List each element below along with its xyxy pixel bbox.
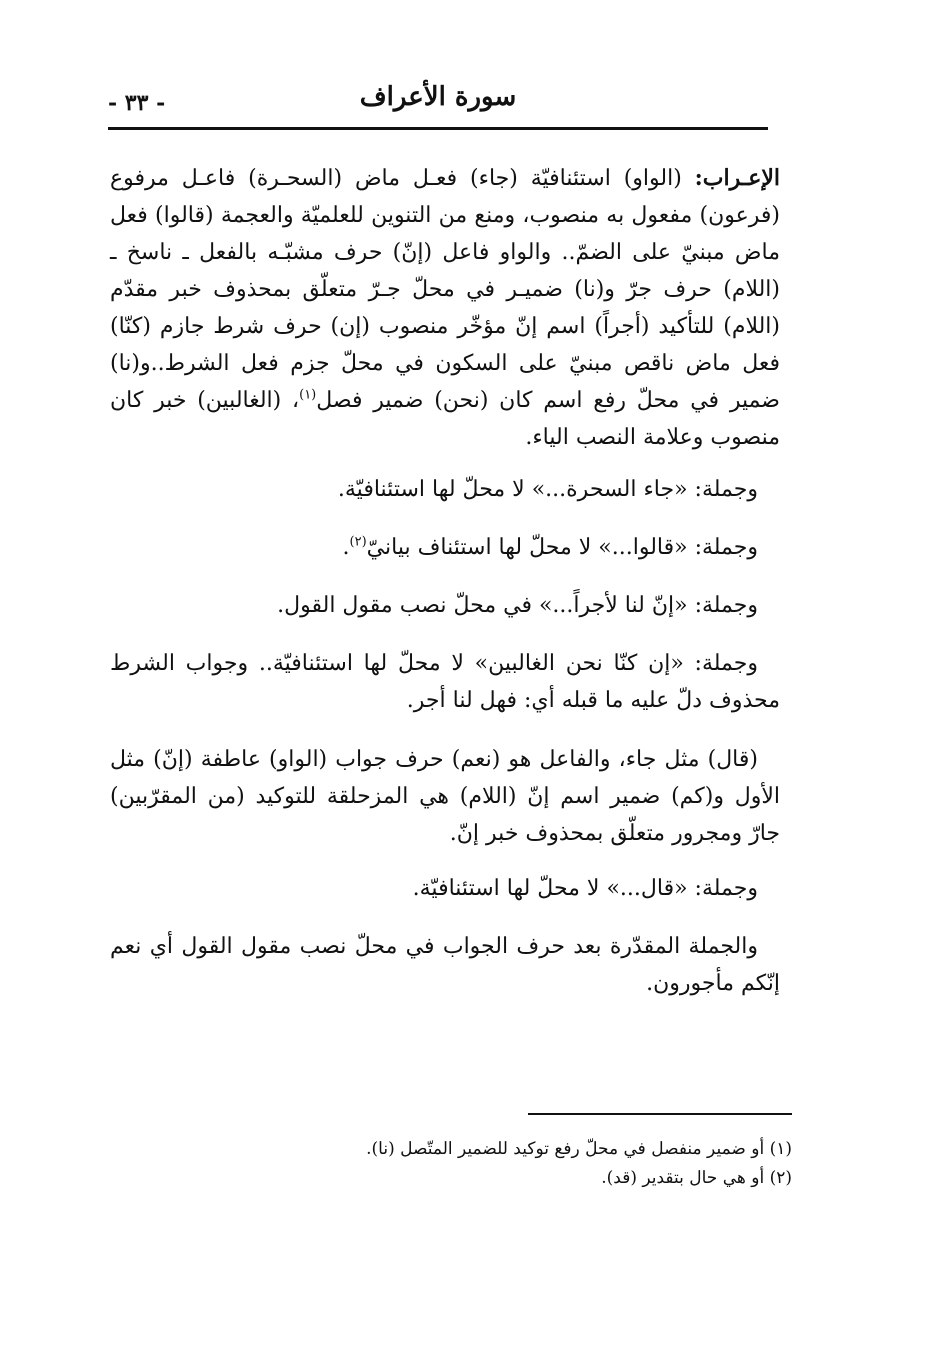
sentence-qala: وجملة: «قال...» لا محلّ لها استئنافيّة. xyxy=(412,876,758,901)
sentence-4-text: وجملة: «إن كنّا نحن الغالبين» لا محلّ لها استئنافيّة.. وجواب الشرط محذوف دلّ عليه ما قبله أي: فهل لنا أجر. xyxy=(110,651,780,713)
footnotes xyxy=(200,1135,792,1193)
footnote-2: (٢) أو هي حال بتقدير (قد). xyxy=(601,1168,792,1188)
final-paragraph: والجملة المقدّرة بعد حرف الجواب في محلّ نصب مقول القول أي نعم إنّكم مأجورون. xyxy=(110,934,780,996)
sentence-1-text: وجملة: «جاء السحرة...» لا محلّ لها استئنافيّة. xyxy=(337,477,758,502)
irab-text-b: ، (الغالبين) خبر كان منصوب وعلامة النصب الياء. xyxy=(110,388,780,450)
footnote-ref-2: (٢) xyxy=(349,534,367,550)
irab-label: الإعـراب: xyxy=(694,165,780,191)
sentence-3 xyxy=(110,587,780,624)
surah-title: سورة الأعراف xyxy=(359,82,517,112)
main-text xyxy=(110,160,780,1002)
footnote-1: (١) أو ضمير منفصل في محلّ رفع توكيد للضمير المتّصل (نا). xyxy=(366,1139,792,1159)
sentence-3-text: وجملة: «إنّ لنا لأجراً...» في محلّ نصب مقول القول. xyxy=(277,593,758,618)
header-rule xyxy=(108,127,768,130)
sentence-4 xyxy=(110,645,780,719)
sentence-2 xyxy=(110,529,780,566)
irab-text-a: (الواو) استئنافيّة (جاء) فعـل ماض (السحـرة) فاعـل مرفوع (فرعون) مفعول به منصوب، ومنع من التنوين للعلميّة والعجمة (قالوا) فعل ماض مبنيّ على الضمّ.. والواو فاعل (إنّ) حرف مشبّـه بالفعل ـ ناسخ ـ (اللام) حرف جرّ و(نا) ضميـر في محلّ جـرّ متعلّق بمحذوف خبر مقدّم (اللام) للتأكيد (أجراً) اسم إنّ مؤخّر منصوب (إن) حرف شرط جازم (كنّا) فعل ماض ناقص مبنيّ على السكون في محلّ جزم فعل الشرط..و(نا) ضمير في محلّ رفع اسم كان (نحن) ضمير فصل xyxy=(110,166,780,413)
sentence-1 xyxy=(110,471,780,508)
sentence-2-text: وجملة: «قالوا...» لا محلّ لها استئناف بيانيّ xyxy=(366,535,758,560)
footnote-rule xyxy=(528,1113,792,1115)
qala-paragraph: (قال) مثل جاء، والفاعل هو (نعم) حرف جواب (الواو) عاطفة (إنّ) مثل الأول و(كم) ضمير اسم إنّ (اللام) هي المزحلقة للتوكيد (من المقرّبين) جارّ ومجرور متعلّق بمحذوف خبر إنّ. xyxy=(110,747,780,846)
sentence-2-tail: . xyxy=(342,535,350,560)
irab-paragraph xyxy=(110,160,780,456)
page-number: - ٣٣ - xyxy=(108,90,166,116)
page-header xyxy=(108,78,768,126)
footnote-ref-1: (١) xyxy=(299,387,317,403)
